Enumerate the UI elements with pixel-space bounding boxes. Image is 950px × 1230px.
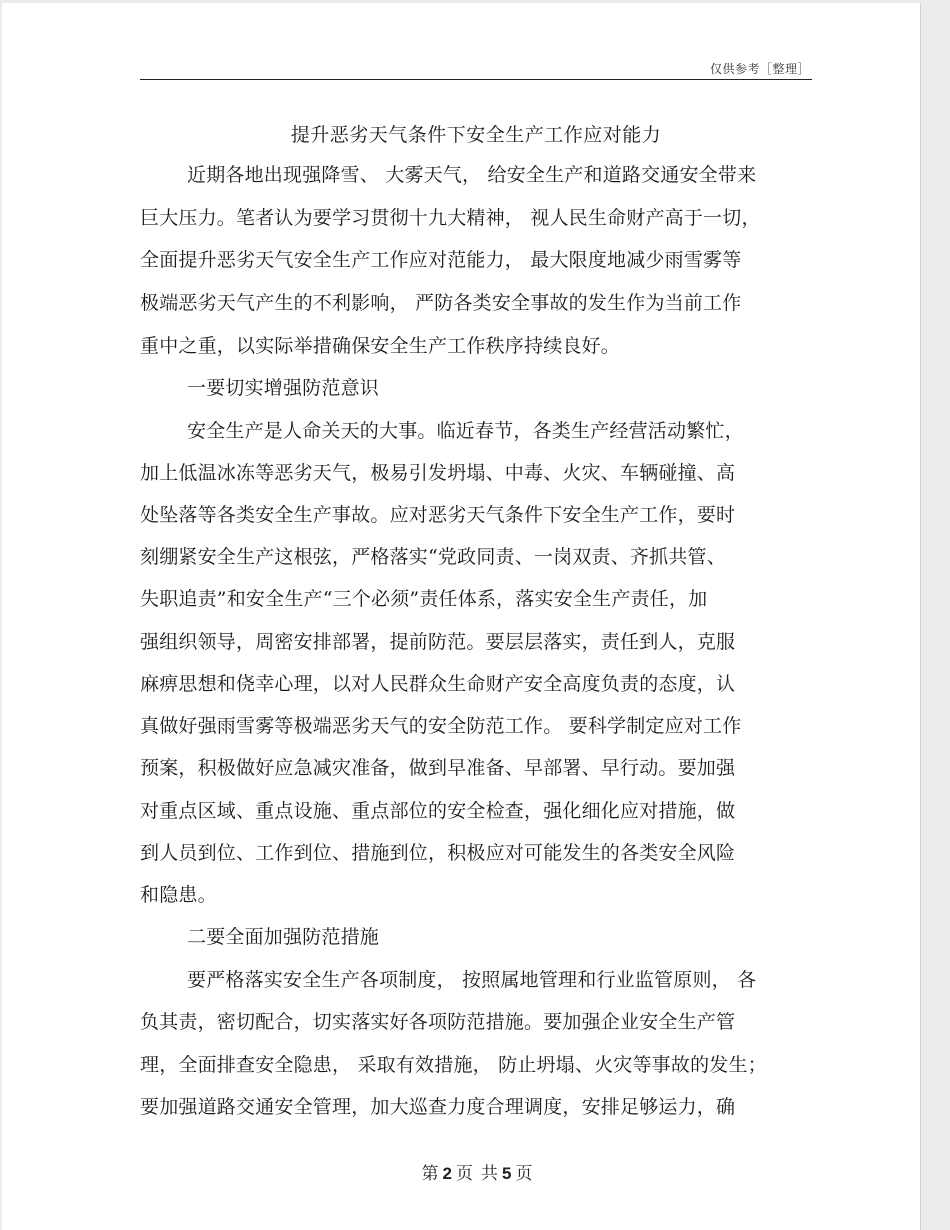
footer-suffix: 页 (515, 1164, 533, 1184)
header-divider (140, 79, 812, 80)
paragraph-line: 要严格落实安全生产各项制度， 按照属地管理和行业监管原则， 各 (187, 969, 757, 991)
paragraph-line: 对重点区域、重点设施、重点部位的安全检查，强化细化应对措施，做 (140, 800, 736, 822)
paragraph-line: 麻痹思想和侥幸心理，以对人民群众生命财产安全高度负责的态度，认 (140, 673, 736, 695)
paragraph-line: 加上低温冰冻等恶劣天气，极易引发坍塌、中毒、火灾、车辆碰撞、高 (140, 462, 736, 484)
footer-page-word: 页 (456, 1164, 473, 1184)
footer-prefix: 第 (421, 1164, 439, 1184)
paragraph-line: 理，全面排查安全隐患， 采取有效措施， 防止坍塌、火灾等事故的发生； (140, 1054, 767, 1076)
section-heading: 一要切实增强防范意识 (187, 377, 380, 399)
header-note: 仅供参考［整理］ (709, 62, 810, 76)
section-heading: 二要全面加强防范措施 (187, 926, 380, 948)
paragraph-line: 到人员到位、工作到位、措施到位，积极应对可能发生的各类安全风险 (140, 842, 736, 864)
paragraph-line: 巨大压力。笔者认为要学习贯彻十九大精神， 视人民生命财产高于一切， (140, 207, 761, 229)
paragraph-line: 安全生产是人命关天的大事。临近春节，各类生产经营活动繁忙， (187, 420, 744, 442)
current-page-number: 2 (442, 1164, 452, 1183)
paragraph-line: 负其责，密切配合，切实落实好各项防范措施。要加强企业安全生产管 (140, 1011, 736, 1033)
paragraph-line: 处坠落等各类安全生产事故。应对恶劣天气条件下安全生产工作，要时 (140, 504, 736, 526)
paragraph-line: 近期各地出现强降雪、 大雾天气， 给安全生产和道路交通安全带来 (187, 164, 757, 186)
document-page (2, 3, 921, 1230)
total-page-count: 5 (502, 1164, 512, 1183)
paragraph-line: 极端恶劣天气产生的不利影响， 严防各类安全事故的发生作为当前工作 (140, 292, 742, 314)
paragraph-line: 强组织领导，周密安排部署，提前防范。要层层落实，责任到人，克服 (140, 631, 736, 653)
paragraph-line: 预案，积极做好应急减灾准备，做到早准备、早部署、早行动。要加强 (140, 757, 736, 779)
paragraph-line: 全面提升恶劣天气安全生产工作应对范能力， 最大限度地减少雨雪雾等 (140, 249, 742, 271)
paragraph-line: 失职追责”和安全生产“三个必须”责任体系，落实安全生产责任，加 (140, 588, 708, 610)
paragraph-line: 刻绷紧安全生产这根弦，严格落实“党政同责、一岗双责、齐抓共管、 (140, 546, 726, 568)
paragraph-line: 真做好强雨雪雾等极端恶劣天气的安全防范工作。 要科学制定应对工作 (140, 715, 742, 737)
paragraph-line: 重中之重，以实际举措确保安全生产工作秩序持续良好。 (140, 335, 621, 357)
footer-total-word: 共 (481, 1164, 498, 1184)
paragraph-line: 和隐患。 (140, 884, 217, 906)
document-title: 提升恶劣天气条件下安全生产工作应对能力 (290, 124, 662, 146)
paragraph-line: 要加强道路交通安全管理，加大巡查力度合理调度，安排足够运力，确 (140, 1096, 736, 1118)
page-number-footer (2, 1159, 950, 1184)
